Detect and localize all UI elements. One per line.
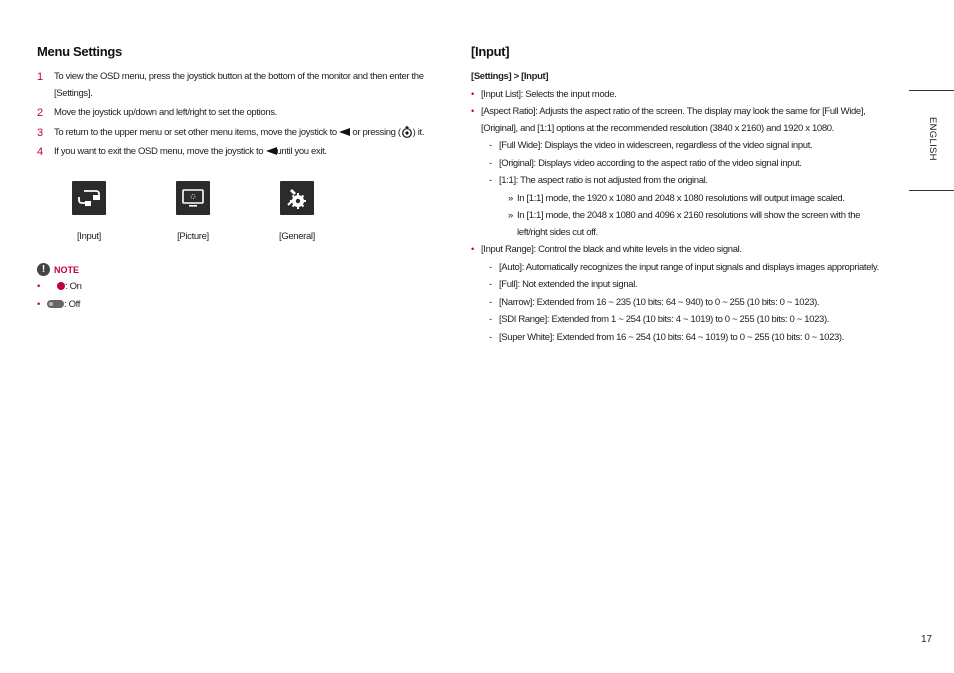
range-sublist [481,260,881,347]
step-text: To return to the upper menu or set other menu items, move the joystick to [54,126,337,138]
note-label: NOTE [54,264,80,275]
step-item [37,125,427,142]
arrow-left-icon [339,128,350,136]
icon-label: [General] [279,230,315,242]
section-title: Menu Settings [37,44,122,59]
picture-icon [176,181,210,215]
sub-sub-item: » In [1:1] mode, the 2048 x 1080 and 4096 x 2160 resolutions will show the screen with the left/right sides cut off. [508,208,881,241]
section-title: [Input] [471,44,510,59]
arrow-left-icon [266,147,277,155]
list-item-text: [Input List]: Selects the input mode. [481,88,617,100]
breadcrumb: [Settings] > [Input] [471,71,549,82]
step-item [37,69,427,102]
list-item-text: [Input Range]: Control the black and white levels in the video signal. [481,244,742,255]
list-item [471,87,881,104]
steps-list [37,69,427,161]
joystick-press-icon [401,126,413,138]
page-number: 17 [921,634,933,645]
one-to-one-sublist [499,191,881,242]
menu-settings-section [37,44,427,313]
step-text: or pressing ( [352,126,401,138]
language-tab [922,117,942,167]
step-number: 4 [37,146,43,158]
step-text: To view the OSD menu, press the joystick button at the bottom of the monitor and then enter the [Settings]. [54,71,424,99]
sub-item: - [Full Wide]: Displays the video in widescreen, regardless of the video signal input. [489,138,881,155]
list-item [471,104,881,241]
sub-item: - [Full]: Not extended the input signal. [489,277,881,294]
icon-label: [Input] [77,230,101,242]
note-header [37,263,427,276]
step-item [37,144,427,161]
note-item [37,279,427,296]
icon-label: [Picture] [177,230,209,242]
input-options-list [471,87,881,347]
sub-item: - [Super White]: Extended from 16 ~ 254 (10 bits: 64 ~ 1019) to 0 ~ 255 (10 bits: 0 ~ 1023). [489,330,881,347]
note-list [37,279,427,313]
sub-item: - [Original]: Displays video according to the aspect ratio of the video signal input. [489,156,881,173]
toggle-on-icon [57,282,65,290]
sub-item: - [Auto]: Automatically recognizes the input range of input signals and displays images appropriately. [489,260,881,277]
list-item [471,242,881,346]
sub-item: - [SDI Range]: Extended from 1 ~ 254 (10 bits: 4 ~ 1019) to 0 ~ 255 (10 bits: 0 ~ 1023). [489,312,881,329]
step-text: If you want to exit the OSD menu, move the joystick to [54,146,264,157]
input-section [471,44,881,346]
aspect-sublist [481,138,881,241]
step-number: 1 [37,71,43,83]
sub-item [489,173,881,241]
step-item [37,105,427,122]
step-number: 3 [37,126,43,139]
list-item-text: [Aspect Ratio]: Adjusts the aspect ratio of the screen. The display may look the same for [Full Wide], [Original], and [1:1] options at the recommended resolution (3840 x 2160) and 1920 x 1080. [481,106,866,134]
step-text: until you exit. [276,146,327,157]
step-text: Move the joystick up/down and left/right to set the options. [54,107,277,118]
menu-icon-general [245,181,349,246]
toggle-off-icon [47,300,64,308]
note-text: : On [65,281,82,292]
sub-item: - [Narrow]: Extended from 16 ~ 235 (10 bits: 64 ~ 940) to 0 ~ 255 (10 bits: 0 ~ 1023). [489,295,881,312]
general-icon [280,181,314,215]
menu-icons-row [37,181,427,246]
input-icon [72,181,106,215]
note-item [37,297,427,314]
note-text: : Off [64,298,81,310]
language-label: ENGLISH [927,117,938,161]
language-divider-bottom [909,190,954,191]
step-number: 2 [37,107,43,119]
sub-sub-item: » In [1:1] mode, the 1920 x 1080 and 2048 x 1080 resolutions will output image scaled. [508,191,881,208]
step-text: ) it. [412,126,425,138]
menu-icon-input [37,181,141,246]
sub-item-text: [1:1]: The aspect ratio is not adjusted from the original. [499,175,708,186]
note-badge-icon: ! [37,263,50,276]
menu-icon-picture [141,181,245,246]
language-divider-top [909,90,954,91]
